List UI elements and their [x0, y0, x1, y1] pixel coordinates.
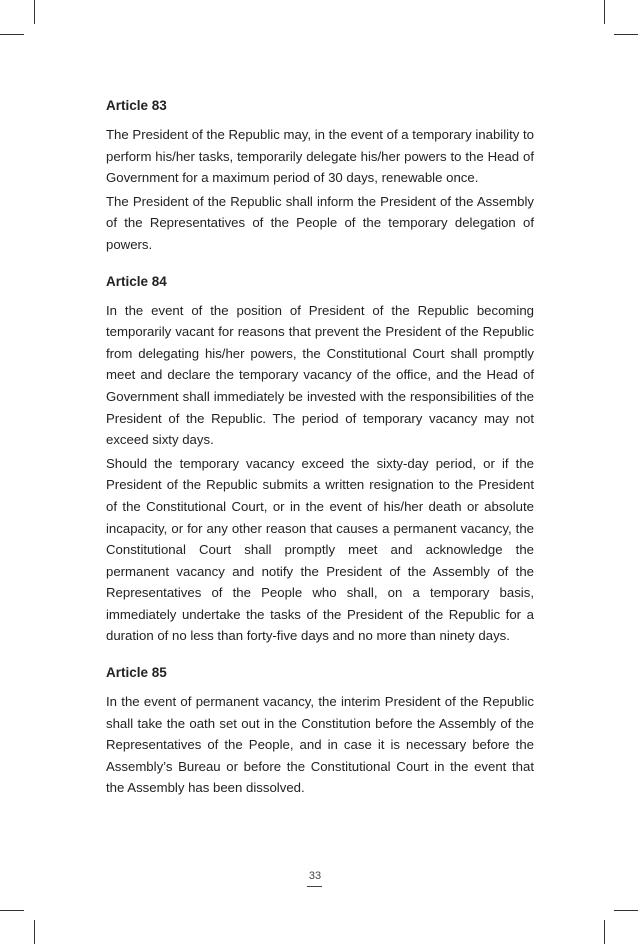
article-heading: Article 84: [106, 273, 167, 289]
article-paragraph: In the event of permanent vacancy, the interim President of the Republic shall take the oath set out in the Constitution before the Assembly of the Representatives of the People, and in case it is necessary before the Assembly’s Bureau or before the Constitutional Court in the event that the Assembly has been dissolved.: [106, 694, 534, 796]
article-85: [106, 663, 534, 799]
crop-mark-top-right-vertical: [604, 0, 605, 24]
crop-mark-bottom-left-horizontal: [0, 910, 24, 911]
crop-mark-bottom-right-vertical: [604, 920, 605, 944]
page-number: 33: [308, 870, 322, 882]
crop-mark-top-left-horizontal: [0, 34, 24, 35]
article-paragraph: In the event of the position of President of the Republic becoming temporarily vacant for reasons that prevent the President of the Republic from delegating his/her powers, the Constitutional Court shall promptly meet and declare the temporary vacancy of the office, and the Head of Government shall immediately be invested with the responsibilities of the President of the Republic. The period of temporary vacancy may not exceed sixty days.: [106, 302, 534, 448]
article-heading: Article 83: [106, 98, 167, 113]
article-paragraph: The President of the Republic may, in the event of a temporary inability to perform his/her tasks, temporarily delegate his/her powers to the Head of Government for a maximum period of 30 days, renewable once.: [106, 127, 534, 186]
crop-mark-top-left-vertical: [34, 0, 35, 24]
page-number-underline: [307, 886, 322, 887]
page-content: [106, 96, 534, 801]
article-heading: Article 85: [106, 665, 167, 681]
crop-mark-top-right-horizontal: [614, 34, 638, 35]
article-paragraph: The President of the Republic shall inform the President of the Assembly of the Representatives of the People of the temporary delegation of powers.: [106, 193, 534, 252]
article-84: [106, 272, 534, 648]
article-83: [106, 96, 534, 256]
article-paragraph: Should the temporary vacancy exceed the sixty-day period, or if the President of the Republic submits a written resignation to the President of the Constitutional Court, or in the event of his/her death or absolute incapacity, or for any other reason that causes a permanent vacancy, the Constitutional Court shall promptly meet and acknowledge the permanent vacancy and notify the President of the Assembly of the Representatives of the People who shall, on a temporary basis, immediately undertake the tasks of the President of the Republic for a duration of no less than forty-five days and no more than ninety days.: [106, 455, 534, 644]
crop-mark-bottom-left-vertical: [34, 920, 35, 944]
crop-mark-bottom-right-horizontal: [614, 910, 638, 911]
